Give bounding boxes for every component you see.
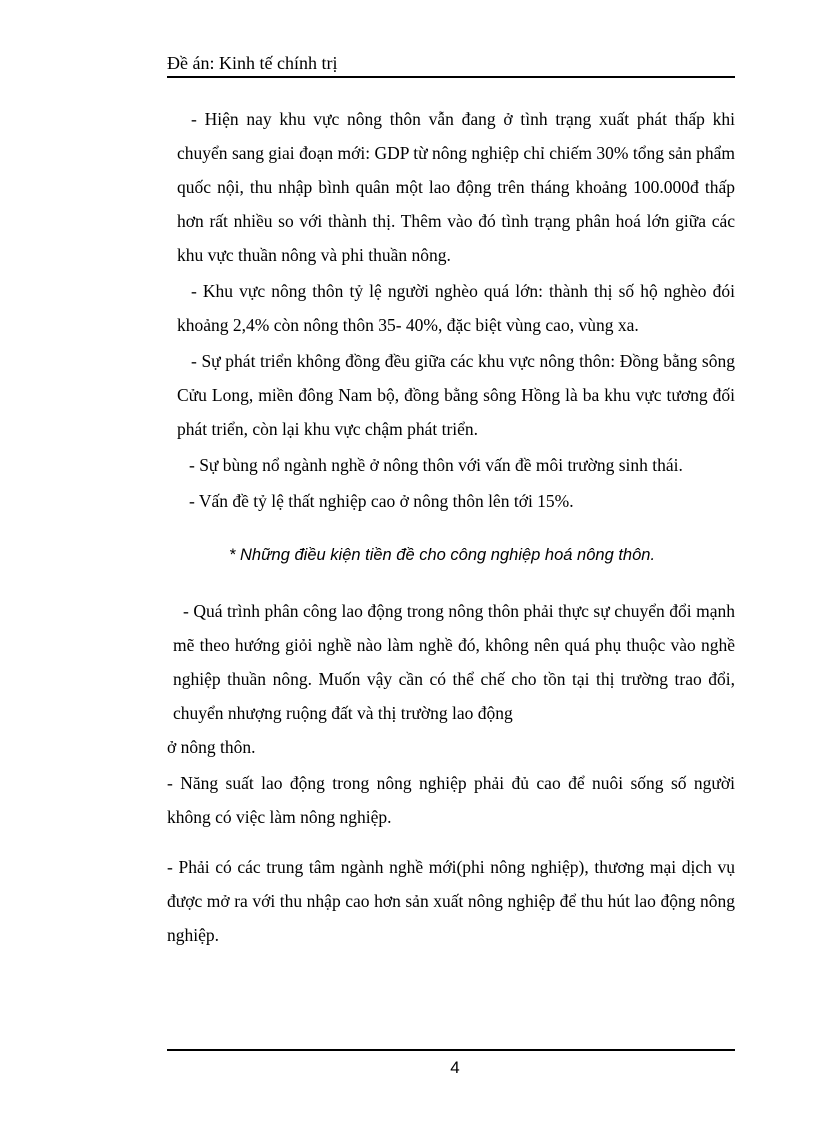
paragraph-labor-division-end: ở nông thôn. xyxy=(167,737,256,757)
document-body xyxy=(167,102,735,952)
paragraph-spacer xyxy=(167,834,735,850)
paragraph-labor-productivity: - Năng suất lao động trong nông nghiệp phải đủ cao để nuôi sống số người không có việc làm nông nghiệp. xyxy=(167,773,735,827)
paragraph-uneven-development: - Sự phát triển không đồng đều giữa các khu vực nông thôn: Đồng bằng sông Cửu Long, miền đông Nam bộ, đồng bằng sông Hồng là ba khu vực tương đối phát triển, còn lại khu vực chậm phát triển. xyxy=(177,351,735,439)
footer-rule xyxy=(167,1049,735,1051)
paragraph-rural-starting-point: - Hiện nay khu vực nông thôn vẫn đang ở tình trạng xuất phát thấp khi chuyển sang giai đoạn mới: GDP từ nông nghiệp chỉ chiếm 30% tổng sản phẩm quốc nội, thu nhập bình quân một lao động trên tháng khoảng 100.000đ thấp hơn rất nhiều so với thành thị. Thêm vào đó tình trạng phân hoá lớn giữa các khu vực thuần nông và phi thuần nông. xyxy=(177,109,735,265)
page-number: 4 xyxy=(450,1058,460,1077)
paragraph-labor-division: - Quá trình phân công lao động trong nông thôn phải thực sự chuyển đổi mạnh mẽ theo hướng giỏi nghề nào làm nghề đó, không nên quá phụ thuộc vào nghề nghiệp thuần nông. Muốn vậy cần có thể chế cho tồn tại thị trường trao đổi, chuyển nhượng ruộng đất và thị trường lao động xyxy=(173,601,735,723)
page-header-title: Đề án: Kinh tế chính trị xyxy=(167,52,735,78)
section-heading: * Những điều kiện tiền đề cho công nghiệp hoá nông thôn. xyxy=(229,546,656,564)
paragraph-trade-boom: - Sự bùng nổ ngành nghề ở nông thôn với vấn đề môi trường sinh thái. xyxy=(189,455,683,475)
paragraph-poverty-rate: - Khu vực nông thôn tỷ lệ người nghèo quá lớn: thành thị số hộ nghèo đói khoảng 2,4% còn nông thôn 35- 40%, đặc biệt vùng cao, vùng xa. xyxy=(177,281,735,335)
paragraph-unemployment: - Vấn đề tỷ lệ thất nghiệp cao ở nông thôn lên tới 15%. xyxy=(189,491,574,511)
paragraph-new-centers: - Phải có các trung tâm ngành nghề mới(phi nông nghiệp), thương mại dịch vụ được mở ra với thu nhập cao hơn sản xuất nông nghiệp để thu hút lao động nông nghiệp. xyxy=(167,857,735,945)
